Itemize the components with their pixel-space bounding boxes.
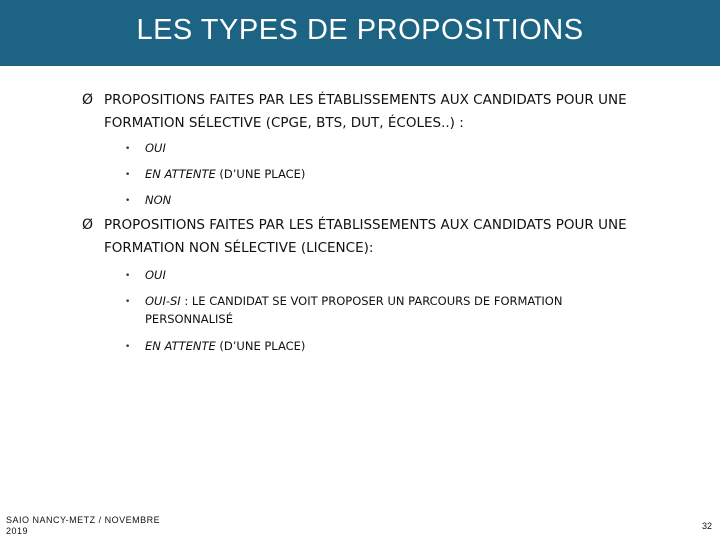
section2-item xyxy=(145,337,645,355)
item-detail: (D’UNE PLACE) xyxy=(215,167,306,181)
item-detail: : LE CANDIDAT SE VOIT PROPOSER UN PARCOURS DE FORMATION xyxy=(180,294,563,308)
section2-item xyxy=(145,266,645,284)
section1-line2: FORMATION SÉLECTIVE (CPGE, BTS, DUT, ÉCOLES..) : xyxy=(104,115,464,131)
section2-line1: PROPOSITIONS FAITES PAR LES ÉTABLISSEMENTS AUX CANDIDATS POUR UNE xyxy=(104,217,627,233)
page-number: 32 xyxy=(701,521,712,531)
section1-item xyxy=(145,165,645,183)
section2-heading xyxy=(104,214,664,260)
item-label: EN ATTENTE xyxy=(145,167,216,181)
bullet-icon: • xyxy=(125,144,131,154)
section1-heading xyxy=(104,89,664,135)
slide-title: LES TYPES DE PROPOSITIONS xyxy=(136,14,584,46)
bullet-icon: • xyxy=(125,170,131,180)
section2-item xyxy=(145,292,645,328)
section1-line1: PROPOSITIONS FAITES PAR LES ÉTABLISSEMENTS AUX CANDIDATS POUR UNE xyxy=(104,92,627,108)
item-label: NON xyxy=(145,193,172,207)
bullet-icon: • xyxy=(125,297,131,307)
item-label: OUI xyxy=(145,268,166,282)
arrow-bullet-icon: Ø xyxy=(82,217,94,233)
item-label: OUI xyxy=(145,141,166,155)
section2-line2: FORMATION NON SÉLECTIVE (LICENCE): xyxy=(104,240,374,256)
item-label: EN ATTENTE xyxy=(145,339,216,353)
bullet-icon: • xyxy=(125,196,131,206)
footer-org-line2: 2019 xyxy=(6,526,29,536)
bullet-icon: • xyxy=(125,271,131,281)
item-label: OUI-SI xyxy=(145,294,181,308)
arrow-bullet-icon: Ø xyxy=(82,92,94,108)
item-detail: (D’UNE PLACE) xyxy=(215,339,306,353)
bullet-icon: • xyxy=(125,342,131,352)
section1-item xyxy=(145,191,645,209)
item-detail-continued: PERSONNALISÉ xyxy=(145,312,233,326)
footer-org-line1: SAIO NANCY-METZ / NOVEMBRE xyxy=(6,515,161,525)
footer-organization xyxy=(6,515,160,537)
section1-item xyxy=(145,139,645,157)
